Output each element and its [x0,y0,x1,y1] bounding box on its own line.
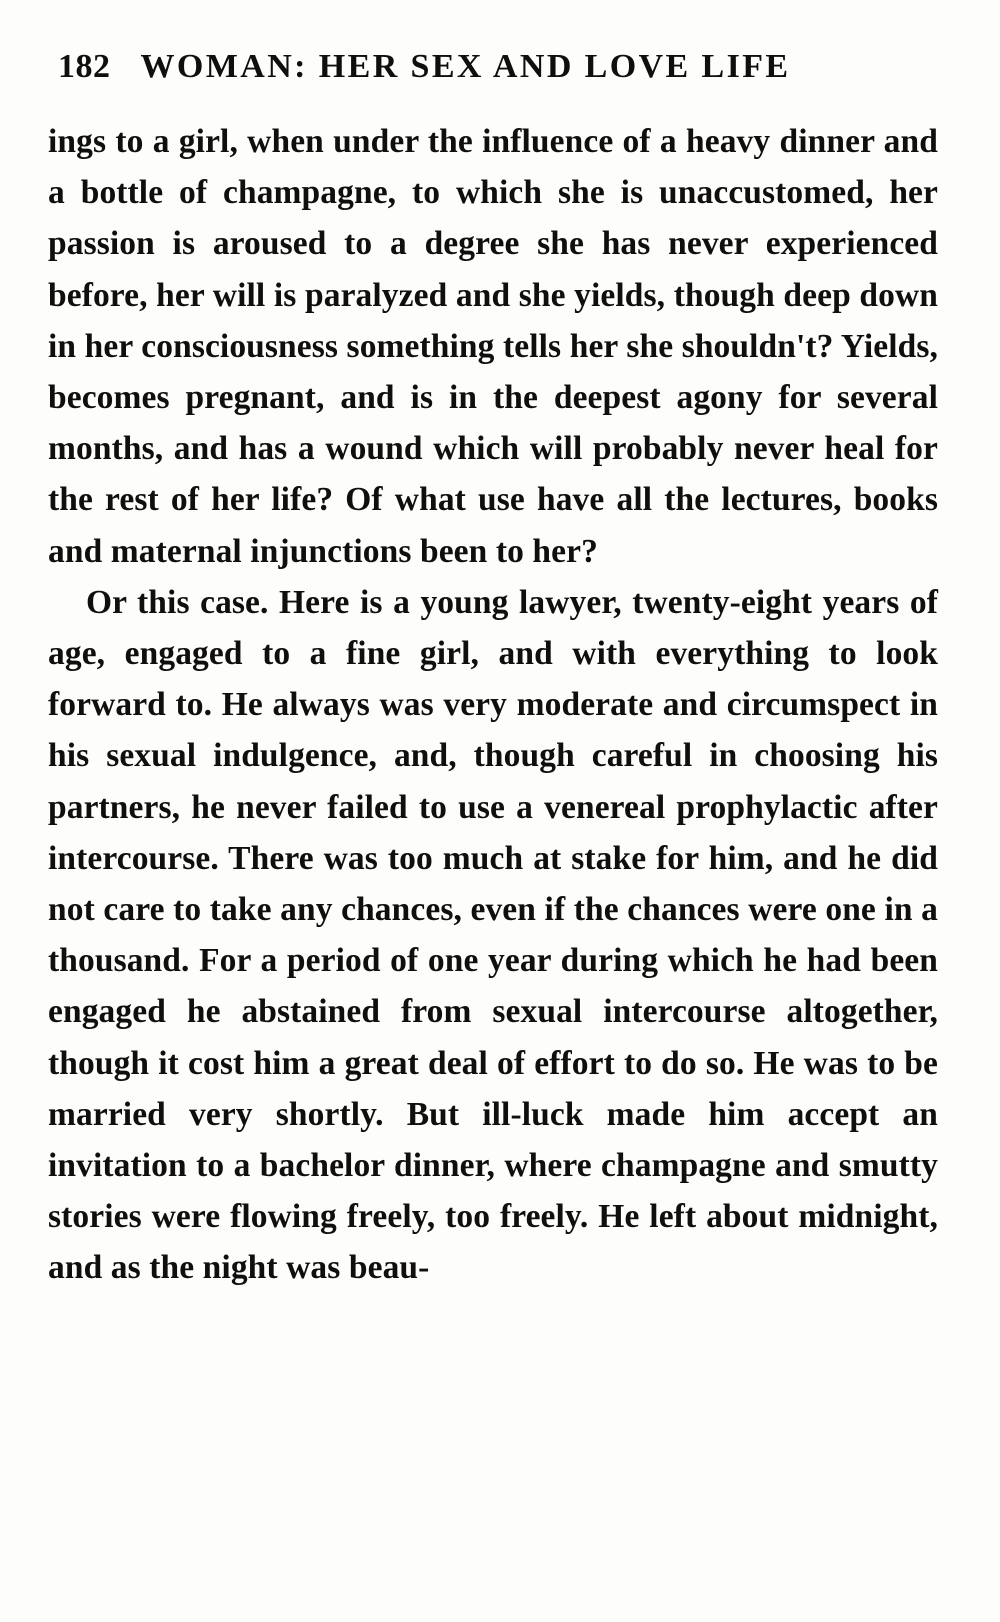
page-number: 182 [58,48,111,85]
page-body [0,86,1000,1294]
running-head [0,0,1000,86]
running-title: WOMAN: HER SEX AND LOVE LIFE [140,48,791,85]
paragraph: Or this case. Here is a young lawyer, twenty-eight years of age, engaged to a fine girl, and with everything to look forward to. He always was very moderate and circumspect in his sexual indulgence, and, though careful in choosing his partners, he never failed to use a venereal prophylactic after intercourse. There was too much at stake for him, and he did not care to take any chances, even if the chances were one in a thousand. For a period of one year during which he had been engaged he abstained from sexual intercourse altogether, though it cost him a great deal of effort to do so. He was to be married very shortly. But ill-luck made him accept an invitation to a bachelor dinner, where champagne and smutty stories were flowing freely, too freely. He left about midnight, and as the night was beau- [48,583,938,1287]
paragraph-continued: ings to a girl, when under the influence of a heavy dinner and a bottle of champagne, to which she is unaccustomed, her passion is aroused to a degree she has never experienced before, her will is paralyzed and she yields, though deep down in her consciousness something tells her she shouldn't? Yields, becomes pregnant, and is in the deepest agony for several months, and has a wound which will probably never heal for the rest of her life? Of what use have all the lectures, books and maternal injunctions been to her? [48,123,938,570]
